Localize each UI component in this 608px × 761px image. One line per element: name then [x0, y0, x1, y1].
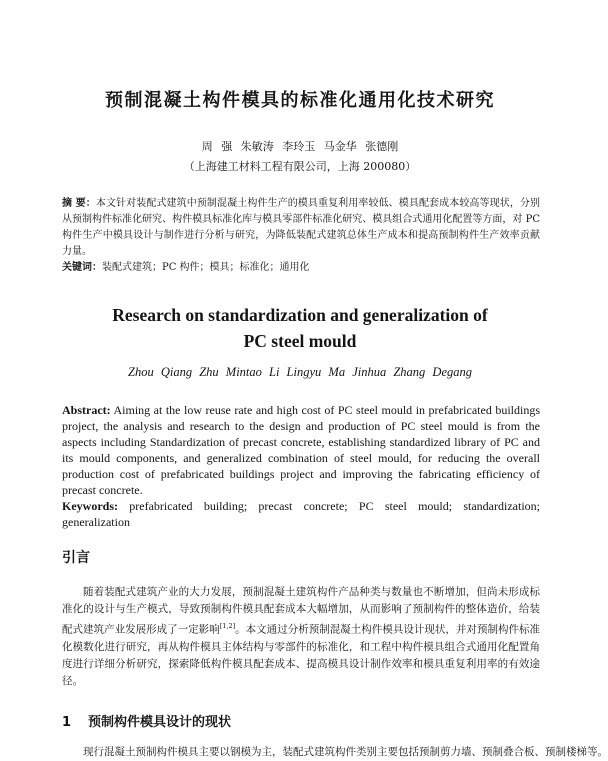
chinese-keywords-label: 关键词：: [62, 262, 102, 273]
english-abstract: [62, 402, 540, 498]
english-abstract-text: Aiming at the low reuse rate and high cost of PC steel mould in prefabricated buildings project, the analysis and research to the design and production of PC steel mould is from the aspects including Standardization of precast concrete, establishing standardized library of PC and its mould components, and generalized combination of steel mould, for reducing the overall production cost of prefabricated buildings project and improving the fabricating efficiency of precast concrete.: [62, 403, 540, 497]
introduction-body: [62, 584, 540, 690]
chinese-abstract: [62, 196, 540, 260]
chinese-keywords: [62, 260, 540, 276]
section-1-title: 预制构件模具设计的现状: [88, 715, 232, 730]
english-title-line-1: Research on standardization and generalization of: [112, 305, 488, 325]
citation-reference: [1,2]: [219, 622, 236, 630]
english-keywords: [62, 498, 540, 530]
chinese-abstract-text: 本文针对装配式建筑中预制混凝土构件生产的模具重复利用率较低、模具配套成本较高等现状，分别从预制构件标准化研究、构件模具标准化库与模具零部件标准化研究、模具组合式通用化配置等方面，对 PC 构件生产中模具设计与制作进行分析与研究，为降低装配式建筑总体生产成本和提高预制构件生产效率贡献力量。: [62, 198, 541, 257]
chinese-abstract-label: 摘 要：: [62, 198, 96, 209]
chinese-abstract-block: [62, 196, 540, 276]
section-1-number: 1: [62, 715, 72, 730]
english-title: [0, 302, 600, 354]
chinese-authors: 周 强 朱敏涛 李玲玉 马金华 张德刚: [201, 140, 399, 153]
english-title-line-2: PC steel mould: [243, 331, 357, 351]
english-authors: Zhou Qiang Zhu Mintao Li Lingyu Ma Jinhua Zhang Degang: [128, 365, 472, 379]
english-abstract-label: Abstract:: [62, 403, 111, 417]
introduction-heading: 引言: [62, 550, 90, 566]
chinese-keywords-text: 装配式建筑；PC 构件；模具；标准化；通用化: [102, 262, 310, 273]
introduction-text-part-2: 。本文通过分析预制混凝土构件模具设计现状，并对预制构件标准化模数化进行研究，再从构件模具主体结构与零部件的标准化，和工程中构件模具组合式通用化配置角度进行详细分析研究，探索降低构件模具配套成本、提高模具设计制作效率和模具重复利用率的有效途径。: [62, 623, 541, 687]
section-1-paragraph-start: 现行混凝土预制构件模具主要以钢模为主，装配式建筑构件类别主要包括预制剪力墙、预制叠合板、预制楼梯等。: [83, 746, 608, 758]
english-keywords-label: Keywords:: [62, 499, 118, 513]
introduction-text-part-1: 随着装配式建筑产业的大力发展，预制混凝土建筑构件产品种类与数量也不断增加，但尚未形成标准化的设计与生产模式，导致预制构件模具配套成本大幅增加，从而影响了预制构件的整体造价，给装配式建筑产业发展形成了一定影响: [62, 586, 540, 636]
chinese-affiliation: （上海建工材料工程有限公司，上海 200080）: [183, 160, 417, 173]
chinese-title: 预制混凝土构件模具的标准化通用化技术研究: [105, 90, 495, 111]
english-abstract-block: [62, 402, 540, 530]
section-1-heading: [62, 711, 231, 730]
introduction-paragraph: [62, 584, 540, 690]
english-keywords-text: prefabricated building; precast concrete; PC steel mould; standardization; generalization: [62, 499, 540, 529]
